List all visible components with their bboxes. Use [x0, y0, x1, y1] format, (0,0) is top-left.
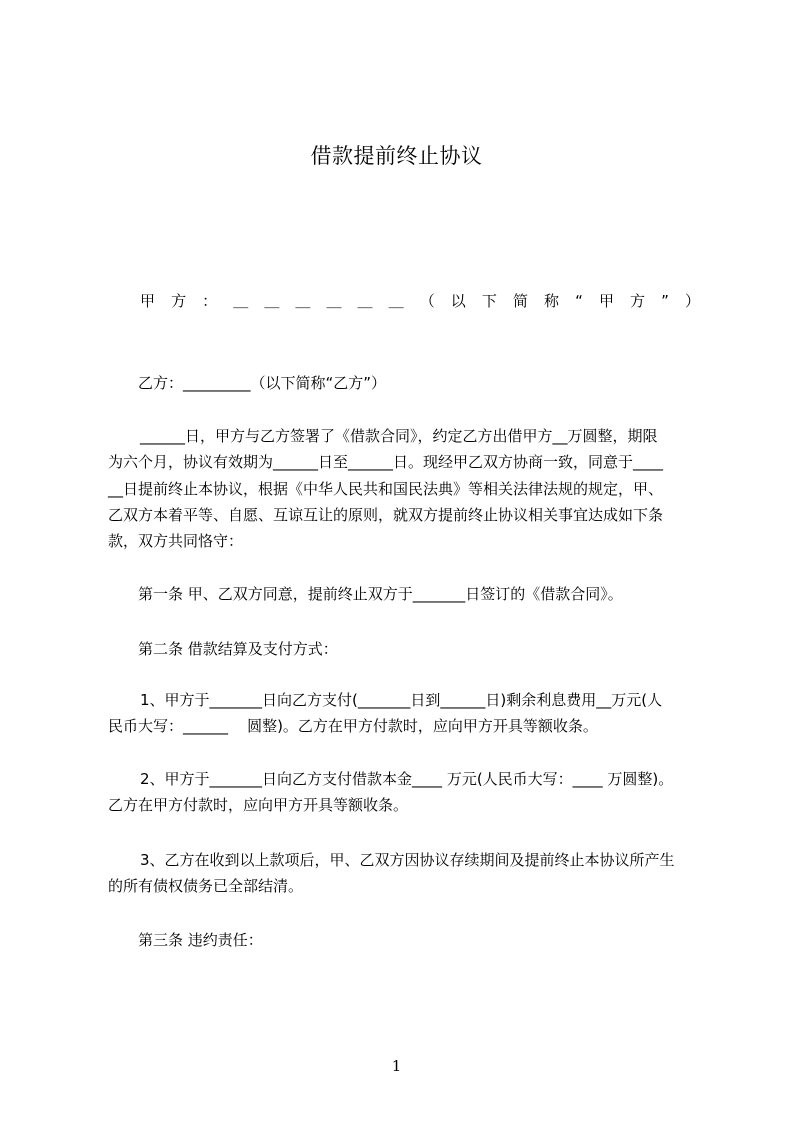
party-a-char: 甲: [598, 292, 614, 310]
intro-line: 款，双方共同恪守：: [108, 532, 244, 550]
party-a-char: 称: [544, 292, 560, 310]
party-a-char: 方: [630, 292, 646, 310]
party-a-char: 简: [512, 292, 528, 310]
article-2-heading: 第二条 借款结算及支付方式：: [138, 640, 338, 658]
item-2-line: 乙方在甲方付款时，应向甲方开具等额收条。: [108, 796, 409, 814]
party-a-blank: ＿: [357, 292, 373, 310]
intro-line: __日提前终止本协议，根据《中华人民共和国民法典》等相关法律法规的规定，甲、: [108, 480, 664, 498]
party-a-blank: ＿: [388, 292, 404, 310]
party-a-char: 下: [481, 292, 497, 310]
party-a-blank: ＿: [295, 292, 311, 310]
party-a-blank: ＿: [233, 292, 249, 310]
intro-line: 乙双方本着平等、自愿、互谅互让的原则，就双方提前终止协议相关事宜达成如下条: [108, 506, 664, 524]
article-3-heading: 第三条 违约责任：: [138, 931, 263, 949]
party-a-char: （: [419, 292, 435, 310]
intro-line: ______日，甲方与乙方签署了《借款合同》，约定乙方出借甲方__万圆整，期限: [140, 427, 658, 445]
party-a-char: 以: [450, 292, 466, 310]
party-a-blank: ＿: [326, 292, 342, 310]
item-2-line: 2、甲方于_______日向乙方支付借款本金____ 万元(人民币大写：____ 万圆整)。: [140, 770, 674, 788]
page-number: 1: [391, 1057, 402, 1075]
article-1: 第一条 甲、乙双方同意，提前终止双方于_______日签订的《借款合同》。: [138, 585, 623, 603]
party-a-char: ”: [661, 292, 669, 310]
party-a-blank: ＿: [264, 292, 280, 310]
party-a-char: “: [575, 292, 583, 310]
party-b-line: 乙方：_________（以下简称“乙方”）: [138, 374, 387, 392]
party-a-line: [140, 291, 700, 311]
item-1-line: 民币大写：______ 圆整)。乙方在甲方付款时，应向甲方开具等额收条。: [108, 717, 598, 735]
intro-line: 为六个月，协议有效期为______日至______日。现经甲乙双方协商一致，同意于____: [108, 453, 664, 471]
item-1-line: 1、甲方于_______日向乙方支付(_______日到______日)剩余利息费用__万元(人: [140, 691, 663, 709]
party-a-char: ：: [202, 292, 218, 310]
party-a-char: 甲: [140, 292, 156, 310]
item-3-line: 3、乙方在收到以上款项后，甲、乙双方因协议存续期间及提前终止本协议所产生: [140, 851, 675, 869]
item-3-line: 的所有债权债务已全部结清。: [108, 877, 304, 895]
party-a-char: ）: [684, 292, 700, 310]
document-title: 借款提前终止协议: [310, 144, 483, 168]
party-a-char: 方: [171, 292, 187, 310]
